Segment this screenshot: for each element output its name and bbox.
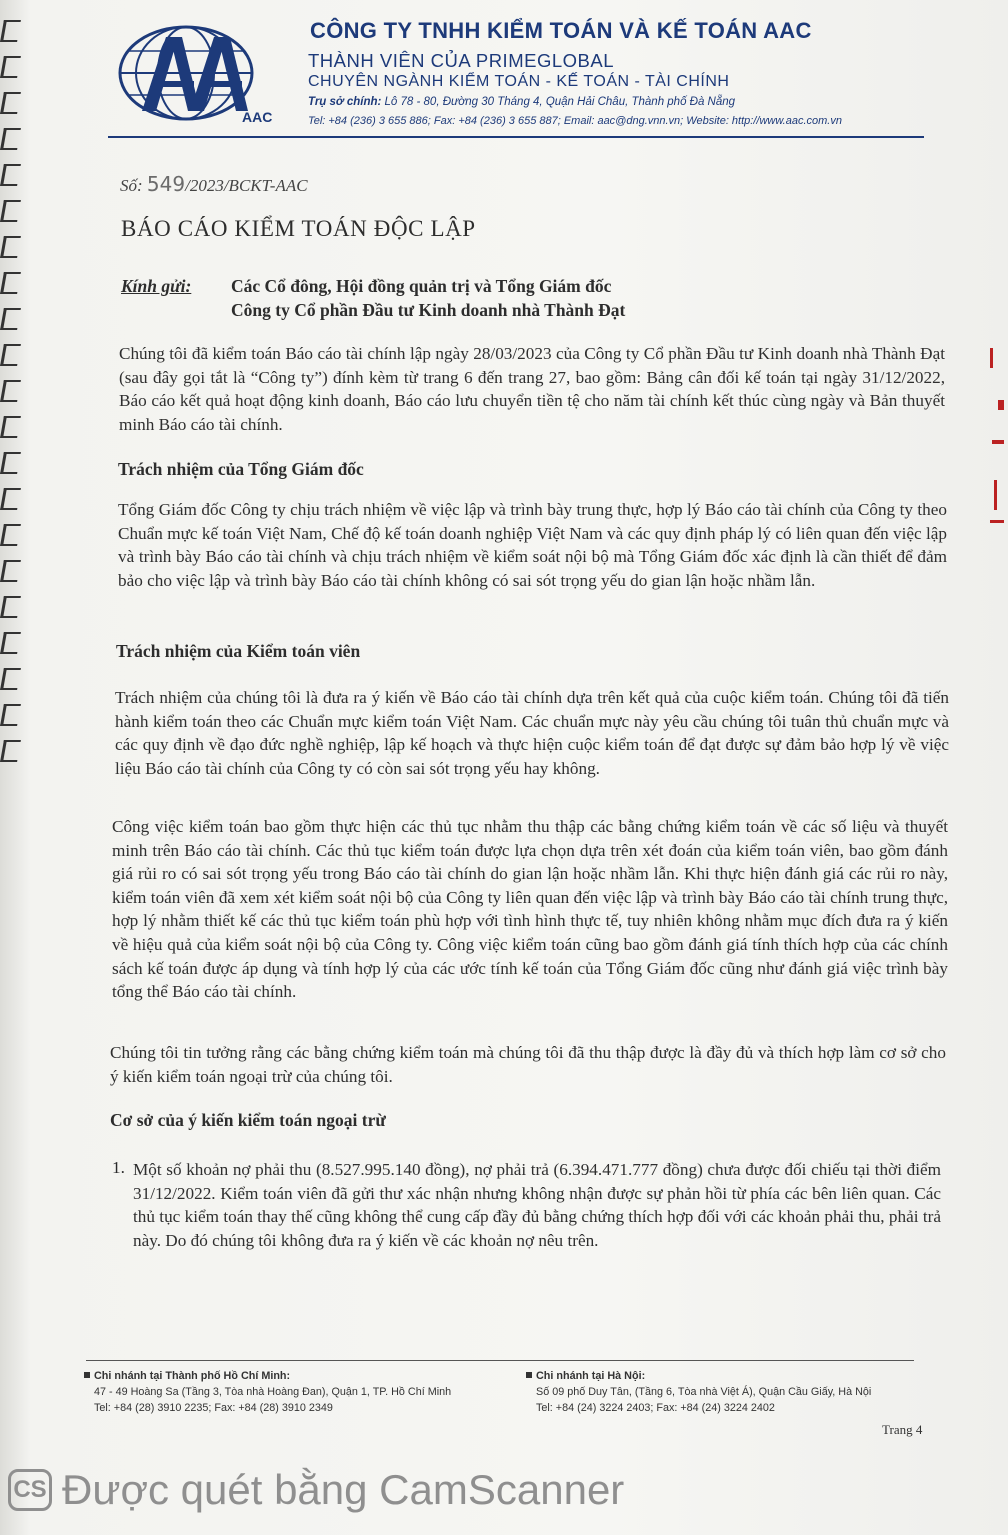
paragraph-ceo-responsibility: Tổng Giám đốc Công ty chịu trách nhiệm về việc lập và trình bày trung thực, hợp lý Báo cáo tài chính của Công ty theo Chuẩn mực kế toán Việt Nam, Chế độ kế toán doanh nghiệp Việt Nam và các quy định pháp lý có liên quan đến việc lập và trình bày Báo cáo tài chính và chịu trách nhiệm về kiểm soát nội bộ mà Tổng Giám đốc xác định là cần thiết để đảm bảo cho việc lập và trình bày Báo cáo tài chính không có sai sót trọng yếu do gian lận hoặc nhầm lẫn.: [118, 500, 947, 590]
hcm-address: 47 - 49 Hoàng Sa (Tầng 3, Tòa nhà Hoàng Đan), Quận 1, TP. Hồ Chí Minh: [94, 1386, 452, 1398]
company-specialty: CHUYÊN NGÀNH KIỂM TOÁN - KẾ TOÁN - TÀI CHÍNH: [308, 73, 730, 90]
stamp-edge-mark: [986, 340, 1008, 540]
paragraph-audit-work: Công việc kiểm toán bao gồm thực hiện các thủ tục nhằm thu thập các bằng chứng kiểm toán về các số liệu và thuyết minh trên Báo cáo tài chính. Các thủ tục kiểm toán được lựa chọn dựa trên xét đoán của kiểm toán viên, bao gồm đánh giá rủi ro có sai sót trọng yếu trong Báo cáo tài chính do gian lận hoặc nhầm lẫn. Khi thực hiện đánh giá các rủi ro này, kiểm toán viên đã xem xét kiểm soát nội bộ của Công ty liên quan đến việc lập và trình bày Báo cáo tài chính trung thực, hợp lý nhằm thiết kế các thủ tục kiểm toán phù hợp với tình hình thực tế, tuy nhiên không nhằm mục đích đưa ra ý kiến về hiệu quả của kiểm soát nội bộ của Công ty. Công việc kiểm toán cũng bao gồm đánh giá tính thích hợp của các chính sách kế toán được áp dụng và tính hợp lý của các ước tính kế toán của Tổng Giám đốc cũng như đánh giá việc trình bày tổng thể Báo cáo tài chính.: [112, 817, 948, 1002]
heading-qualified-opinion-basis: Cơ sở của ý kiến kiểm toán ngoại trừ: [110, 1110, 386, 1130]
company-membership: THÀNH VIÊN CỦA PRIMEGLOBAL: [308, 50, 614, 71]
address-text: Lô 78 - 80, Đường 30 Tháng 4, Quận Hải Châu, Thành phố Đà Nẵng: [384, 96, 736, 108]
footer-hn-branch: [526, 1368, 871, 1416]
addressee-label: Kính gửi:: [121, 276, 192, 296]
footer-hcm-branch: [84, 1368, 451, 1416]
hcm-title: Chi nhánh tại Thành phố Hồ Chí Minh:: [94, 1370, 291, 1382]
company-name: CÔNG TY TNHH KIỂM TOÁN VÀ KẾ TOÁN AAC: [310, 18, 812, 43]
paragraph-auditor-responsibility: Trách nhiệm của chúng tôi là đưa ra ý kiến về Báo cáo tài chính dựa trên kết quả của cuộc kiểm toán. Chúng tôi đã tiến hành kiểm toán theo các Chuẩn mực kiểm toán Việt Nam. Các chuẩn mực này yêu cầu chúng tôi tuân thủ chuẩn mực và các quy định về đạo đức nghề nghiệp, lập kế hoạch và thực hiện cuộc kiểm toán để đạt được sự đảm bảo hợp lý về việc liệu Báo cáo tài chính của Công ty có còn sai sót trọng yếu hay không.: [115, 688, 949, 778]
head-office-address: [308, 96, 735, 108]
footer-divider: [86, 1360, 914, 1361]
heading-auditor-responsibility: Trách nhiệm của Kiểm toán viên: [116, 641, 361, 661]
addressee-block: [121, 276, 626, 320]
header-divider: [108, 136, 924, 138]
list-item-number: 1.: [112, 1158, 125, 1177]
report-number: [120, 172, 308, 196]
report-number-suffix: /2023/BCKT-AAC: [185, 176, 308, 195]
hn-address: Số 09 phố Duy Tân, (Tầng 6, Tòa nhà Việt Á), Quận Cầu Giấy, Hà Nội: [536, 1386, 872, 1398]
report-title: BÁO CÁO KIỂM TOÁN ĐỘC LẬP: [121, 216, 476, 241]
addressee-line-2: Công ty Cổ phần Đầu tư Kinh doanh nhà Thành Đạt: [231, 300, 626, 320]
camscanner-logo-icon: CS: [8, 1469, 52, 1511]
hn-contact: Tel: +84 (24) 3224 2403; Fax: +84 (24) 3224 2402: [536, 1402, 775, 1414]
aac-logo: [108, 15, 298, 133]
hcm-contact: Tel: +84 (28) 3910 2235; Fax: +84 (28) 3910 2349: [94, 1402, 333, 1414]
bullet-icon: [526, 1372, 532, 1378]
bullet-icon: [84, 1372, 90, 1378]
addressee-line-1: Các Cổ đông, Hội đồng quản trị và Tổng Giám đốc: [231, 276, 612, 296]
watermark-text: Được quét bằng CamScanner: [62, 1466, 625, 1513]
hn-title: Chi nhánh tại Hà Nội:: [536, 1370, 646, 1382]
paragraph-audit-evidence: Chúng tôi tin tưởng rằng các bằng chứng kiểm toán mà chúng tôi đã thu thập được là đầy đủ và thích hợp làm cơ sở cho ý kiến kiểm toán ngoại trừ của chúng tôi.: [110, 1043, 946, 1086]
heading-ceo-responsibility: Trách nhiệm của Tổng Giám đốc: [118, 459, 364, 479]
logo-text: AAC: [242, 109, 273, 125]
qualified-opinion-item-1: Một số khoản nợ phải thu (8.527.995.140 đồng), nợ phải trả (6.394.471.777 đồng) chưa được đối chiếu tại thời điểm 31/12/2022. Kiểm toán viên đã gửi thư xác nhận nhưng không nhận được sự phản hồi từ phía các bên liên quan. Các thủ tục kiểm toán thay thế cũng không thể cung cấp đầy đủ bằng chứng thích hợp đối với các khoản phải thu, phải trả này. Do đó chúng tôi không đưa ra ý kiến về các khoản nợ nêu trên.: [133, 1160, 941, 1250]
head-office-contact: Tel: +84 (236) 3 655 886; Fax: +84 (236) 3 655 887; Email: aac@dng.vnn.vn; Website: http://www.aac.com.vn: [308, 115, 842, 127]
page-number: Trang 4: [882, 1422, 923, 1437]
address-label: Trụ sở chính:: [308, 96, 382, 108]
binder-holes: [0, 20, 24, 820]
report-number-handwritten: 549: [146, 172, 186, 196]
intro-paragraph: Chúng tôi đã kiểm toán Báo cáo tài chính lập ngày 28/03/2023 của Công ty Cổ phần Đầu tư Kinh doanh nhà Thành Đạt (sau đây gọi tắt là “Công ty”) đính kèm từ trang 6 đến trang 27, bao gồm: Bảng cân đối kế toán tại ngày 31/12/2022, Báo cáo kết quả hoạt động kinh doanh, Báo cáo lưu chuyển tiền tệ cho năm tài chính kết thúc cùng ngày và Bản thuyết minh Báo cáo tài chính.: [119, 344, 945, 434]
camscanner-watermark: [8, 1466, 624, 1514]
report-number-label: Số:: [120, 176, 143, 195]
